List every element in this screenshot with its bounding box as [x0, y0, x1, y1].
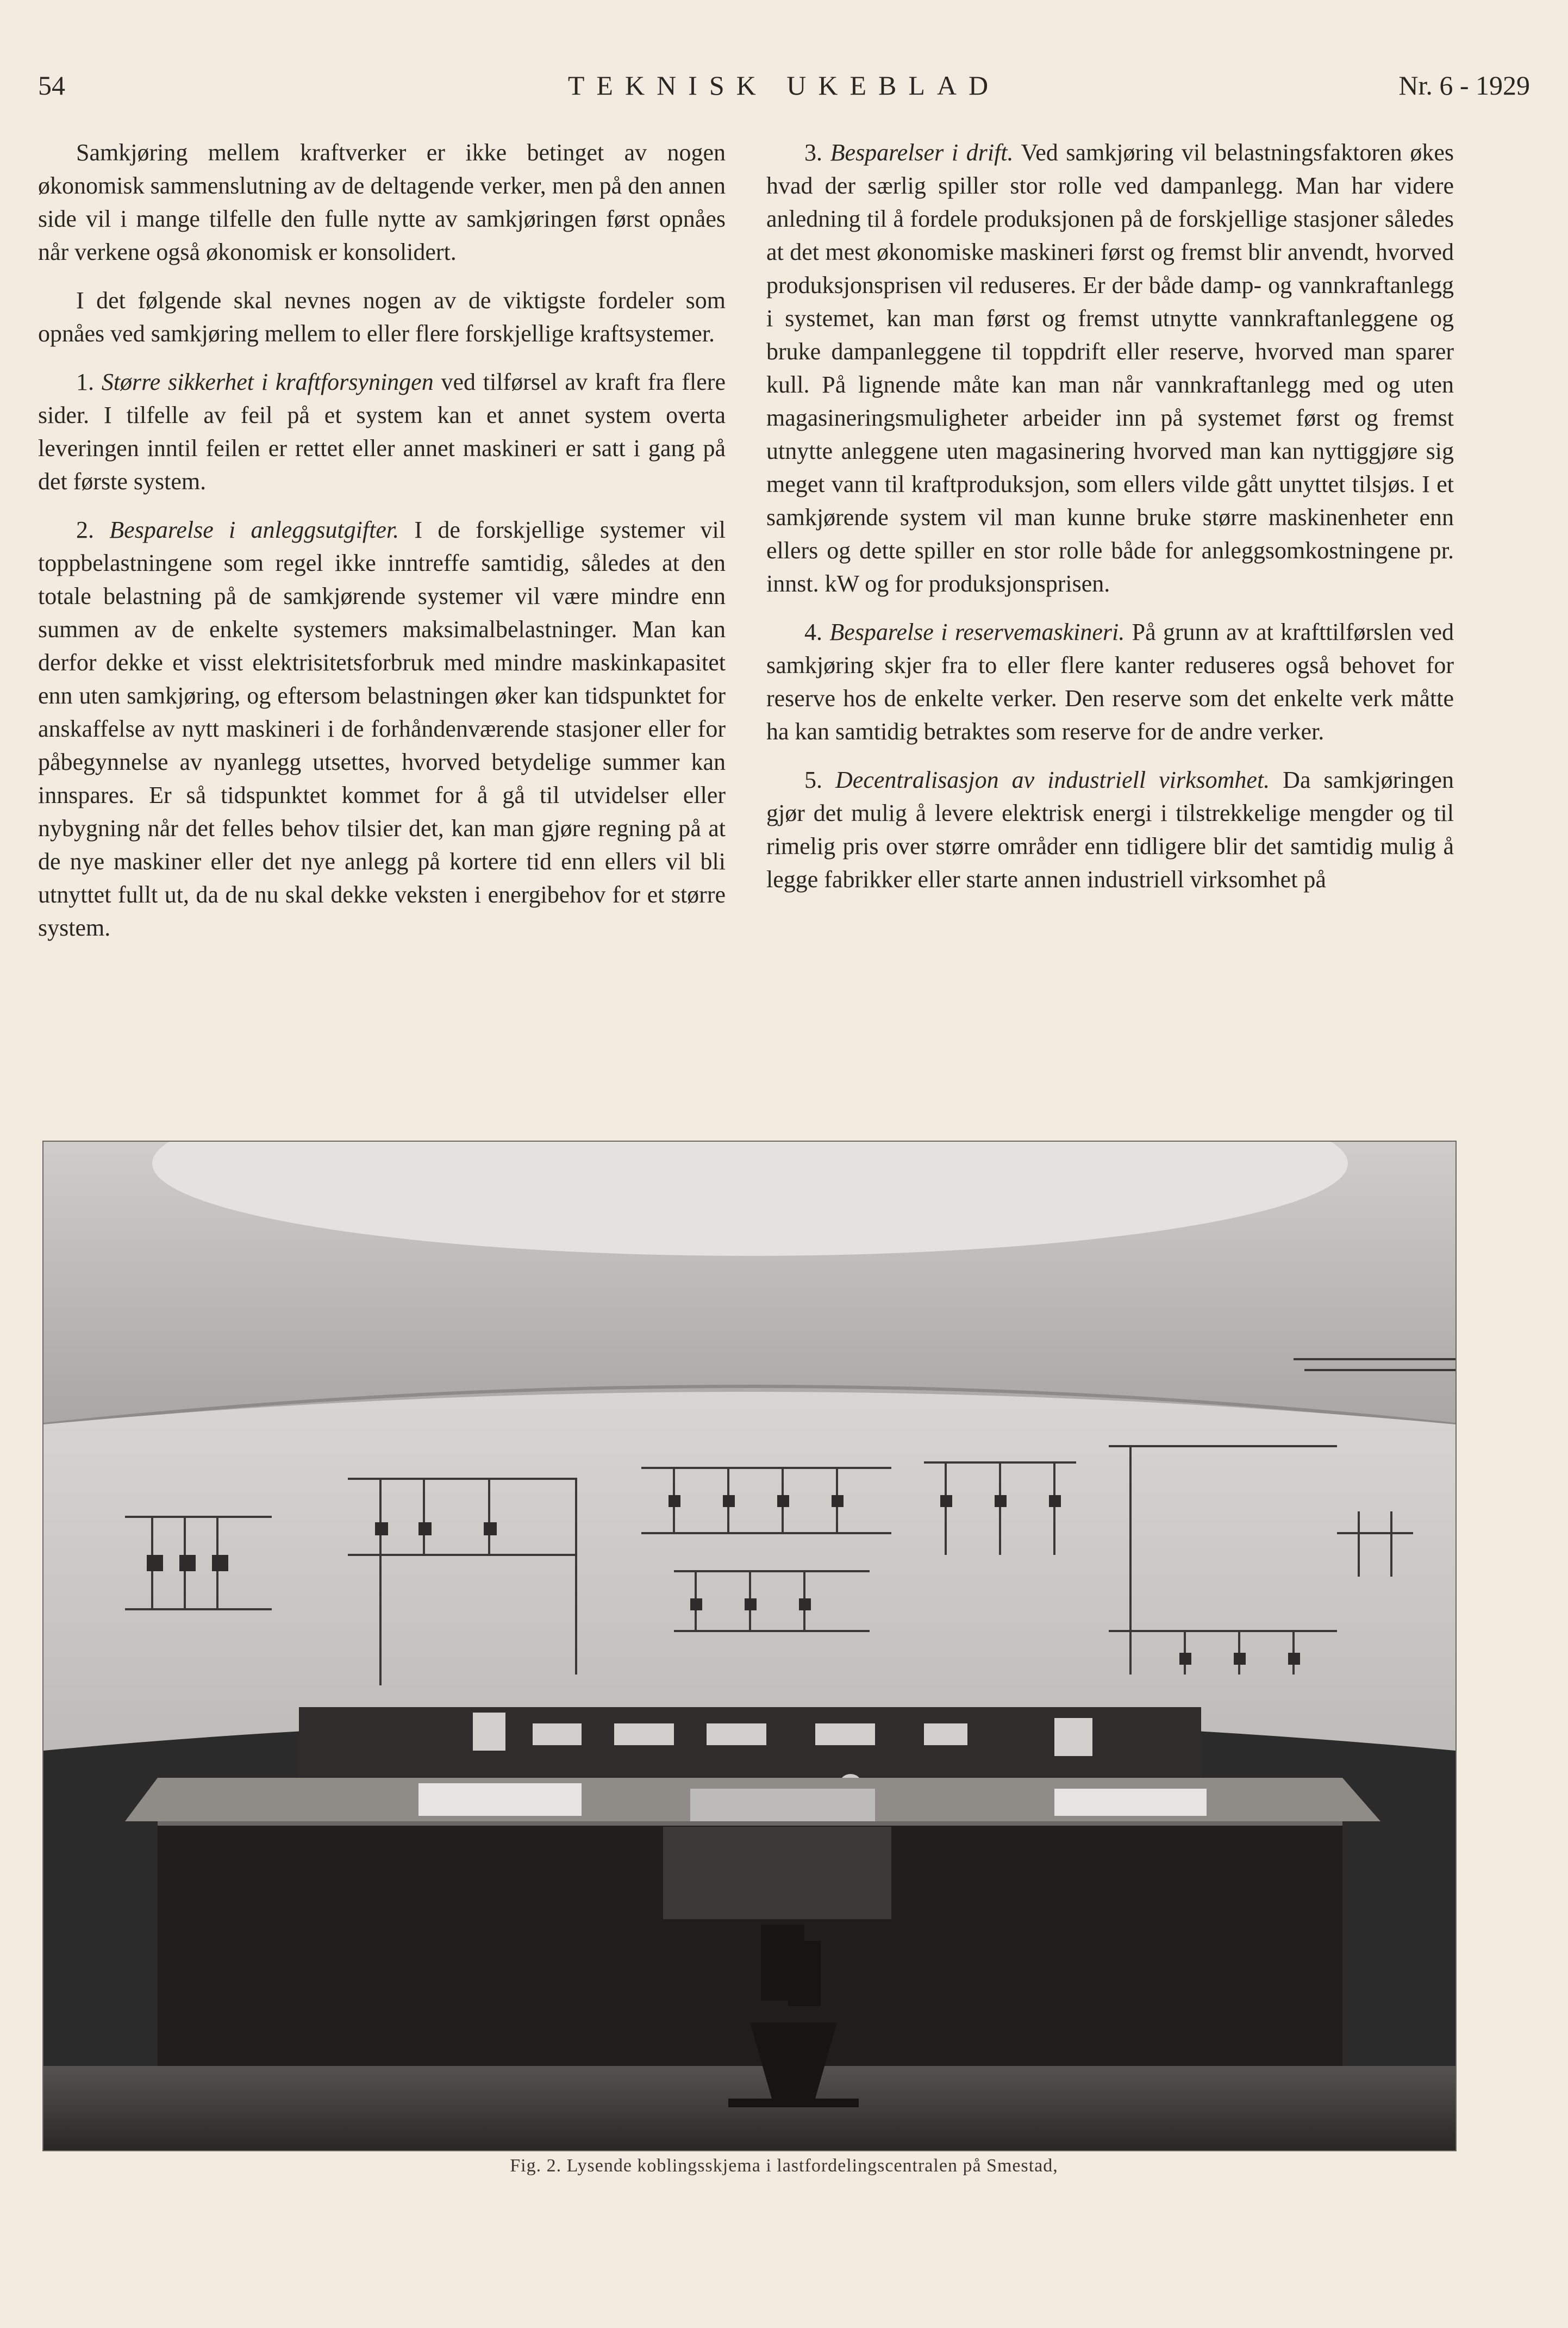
item-text: Ved samkjøring vil belastningsfaktoren økes hvad der særlig spiller stor rolle ved dampanlegg. Man har videre anledning til å fordele produksjonen på de forskjellige stasjoner således at det mest økonomiske maskineri først og fremst blir anvendt, hvorved produksjonsprisen vil reduseres. Er der både damp- og vannkraftanlegg i systemet, kan man først og fremst utnytte vannkraftanleggene og bruke dampanleggene til toppdrift eller reserve, hvorved man sparer kull. På lignende måte kan man når vannkraftanlegg med og uten magasineringsmuligheter arbeider inn på systemet først og fremst utnytte anleggene uten magasinering hvorved man kan nyttiggjøre sig meget vann til kraftproduksjon, som ellers vilde gått unyttet tilsjøs. I et samkjørende system vil man kunne bruke større maskinenheter enn ellers og dette spiller en stor rolle både for anleggsomkostningene pr. innst. kW og for produksjonsprisen. — [766, 139, 1454, 597]
issue-label: Nr. 6 - 1929 — [1398, 70, 1530, 101]
item-number: 5. — [804, 767, 822, 793]
item-text: På grunn av at krafttilførslen ved samkjøring skjer fra to eller flere kanter reduseres også behovet for reserve hos de enkelte verker. Den reserve som det enkelte verk måtte ha kan samtidig betraktes som reserve for de andre verker. — [766, 619, 1454, 745]
left-column — [38, 136, 726, 1093]
right-column — [766, 136, 1454, 1093]
item-number: 1. — [76, 369, 94, 395]
paragraph — [766, 763, 1454, 896]
paragraph — [766, 615, 1454, 748]
item-text: ved tilførsel av kraft fra flere sider. I tilfelle av feil på et system kan et annet system overta leveringen inntil feilen er rettet eller annet maskineri er satt i gang på det første system. — [38, 369, 726, 495]
page-number: 54 — [38, 70, 65, 101]
item-number: 3. — [804, 139, 822, 166]
journal-title: TEKNISK UKEBLAD — [567, 70, 1001, 101]
paragraph — [38, 513, 726, 944]
figure-caption: Fig. 2. Lysende koblingsskjema i lastfordelingscentralen på Smestad, — [510, 2156, 1058, 2176]
control-room-photo — [42, 1141, 1457, 2151]
item-text: Da samkjøringen gjør det mulig å levere elektrisk energi i tilstrekkelige mengder og til rimelig pris over større områder enn tidligere blir det samtidig mulig å legge fabrikker eller starte annen industriell virksomhet på — [766, 767, 1454, 893]
item-number: 2. — [76, 516, 94, 543]
paragraph: I det følgende skal nevnes nogen av de viktigste fordeler som opnåes ved samkjøring mellem to eller flere forskjellige kraftsystemer. — [38, 287, 726, 347]
item-heading: Besparelser i drift. — [830, 139, 1014, 166]
paragraph — [38, 365, 726, 498]
control-room-photo-graphic — [43, 1142, 1455, 2150]
item-heading: Besparelse i anleggsutgifter. — [109, 516, 399, 543]
item-number: 4. — [804, 619, 822, 645]
item-heading: Større sikkerhet i kraftforsyningen — [101, 369, 434, 395]
paragraph: Samkjøring mellem kraftverker er ikke betinget av nogen økonomisk sammenslutning av de deltagende verker, men på den annen side vil i mange tilfelle den fulle nytte av samkjøringen først opnåes når verkene også økonomisk er konsolidert. — [38, 139, 726, 265]
item-heading: Decentralisasjon av industriell virksomhet. — [835, 767, 1270, 793]
item-text: I de forskjellige systemer vil toppbelastningene som regel ikke inntreffe samtidig, således at den totale belastning på de samkjørende systemer vil være mindre enn summen av de enkelte systemers maksimalbelastninger. Man kan derfor dekke et visst elektrisitetsforbruk med mindre maskinkapasitet enn uten samkjøring, og eftersom belastningen øker kan tidspunktet for anskaffelse av nytt maskineri i de forhåndenværende stasjoner eller for påbegynnelse av nyanlegg utsettes, hvorved betydelige summer kan innspares. Er så tidspunktet kommet for å gå til utvidelser eller nybygning når det felles behov tilsier det, kan man gjøre regning på at de nye maskiner eller det nye anlegg på kortere tid enn ellers vil bli utnyttet fullt ut, da de nu skal dekke veksten i energibehov for et større system. — [38, 516, 726, 941]
item-heading: Besparelse i reservemaskineri. — [829, 619, 1125, 645]
running-head — [38, 70, 1530, 113]
paragraph — [766, 136, 1454, 600]
